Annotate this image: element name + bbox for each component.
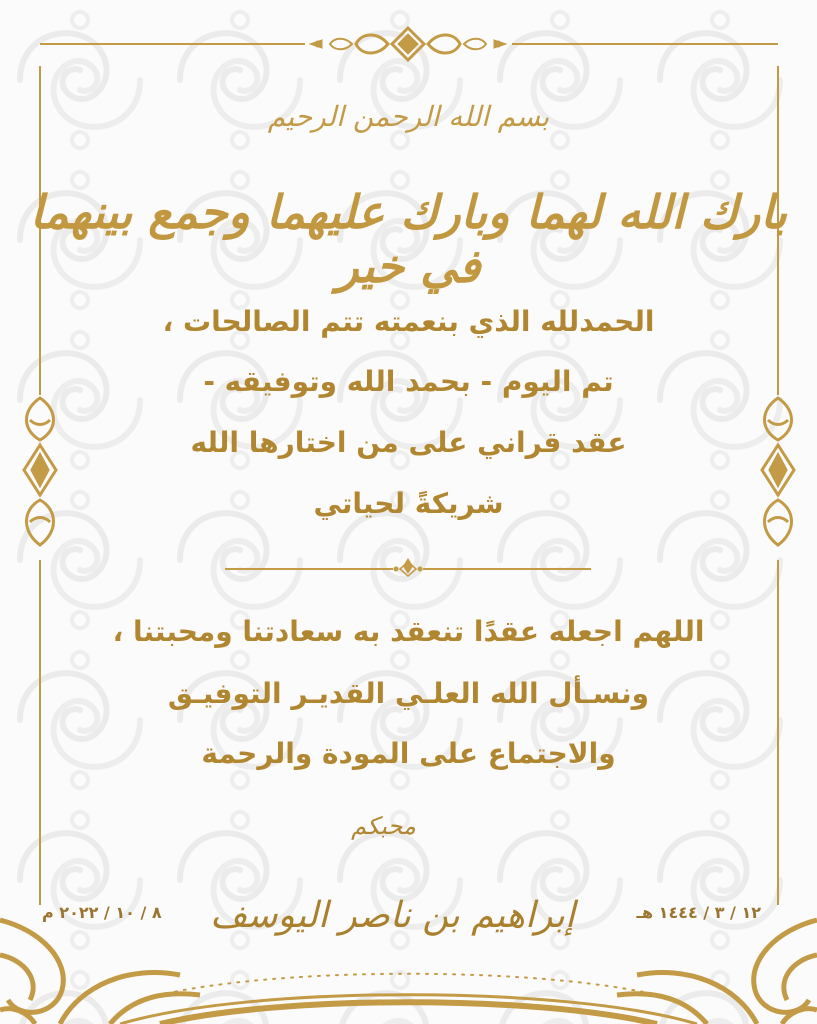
divider-ornament xyxy=(394,558,423,576)
prayer-line-2: ونسـأل الله العلـي القديـر التوفيـق xyxy=(167,677,650,710)
right-side-ornament xyxy=(762,398,794,545)
prayer-line-3: والاجتماع على المودة والرحمة xyxy=(201,737,616,770)
basmala: بسم الله الرحمن الرحيم xyxy=(267,100,550,133)
blessing-verse: بارك الله لهما وبارك عليهما وجمع بينهما في خير xyxy=(29,185,788,293)
left-side-ornament xyxy=(24,398,56,545)
message-line-4: شريكةً لحياتي xyxy=(313,487,504,520)
signer-name: إبراهيم بن ناصر اليوسف xyxy=(210,895,575,936)
prayer-line-1: اللهم اجعله عقدًا تنعقد به سعادتنا ومحبتنا ، xyxy=(112,615,705,648)
bottom-arcs xyxy=(120,974,697,1024)
message-line-1: الحمدلله الذي بنعمته تتم الصالحات ، xyxy=(162,305,655,338)
top-ornament xyxy=(310,28,506,60)
with-love-label: محبكم xyxy=(351,812,416,840)
date-gregorian: ٨ / ١٠ / ٢٠٢٢ م xyxy=(42,903,162,922)
date-hijri: ١٢ / ٣ / ١٤٤٤ هـ xyxy=(636,903,761,922)
message-line-2: تم اليوم - بحمد الله وتوفيقه - xyxy=(203,365,614,398)
message-line-3: عقد قراني على من اختارها الله xyxy=(190,426,627,459)
